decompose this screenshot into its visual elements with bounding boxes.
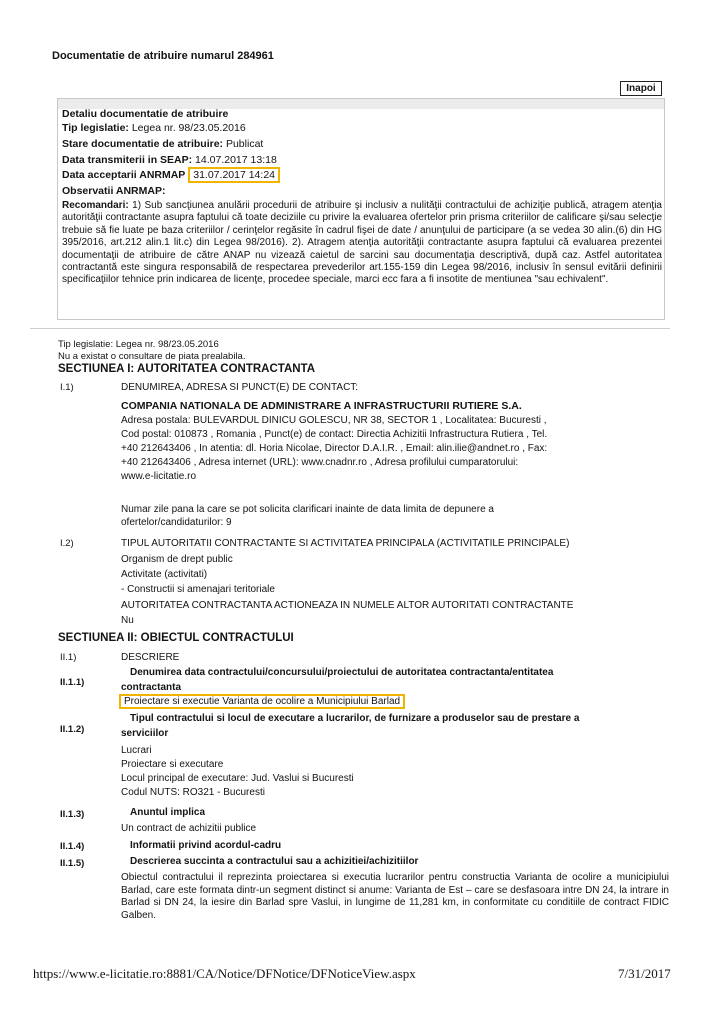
address-line: Cod postal: 010873 , Romania , Punct(e) de contact: Directia Achizitii Infrastructura Rutiera , Tel. xyxy=(121,429,548,440)
section-heading: Denumirea data contractului/concursului/proiectului de autoritatea contractanta/entitatea xyxy=(130,667,554,678)
activitate-label: Activitate (activitati) xyxy=(121,569,208,580)
actioneaza-value: Nu xyxy=(121,615,134,626)
contract-subtype: Proiectare si executare xyxy=(121,759,224,770)
section-heading: Tipul contractului si locul de executare a lucrarilor, de furnizare a produselor sau de prestare a xyxy=(130,713,580,724)
section-number: II.1.2) xyxy=(60,724,85,735)
footer-date: 7/31/2017 xyxy=(618,966,671,981)
execution-place: Locul principal de executare: Jud. Vaslui si Bucuresti xyxy=(121,773,354,784)
section-number: I.1) xyxy=(60,382,74,393)
contract-name-highlight: Proiectare si executie Varianta de ocolire a Municipiului Barlad xyxy=(119,696,405,707)
section-heading: TIPUL AUTORITATII CONTRACTANTE SI ACTIVITATEA PRINCIPALA (ACTIVITATILE PRINCIPALE) xyxy=(121,538,570,549)
divider xyxy=(30,328,670,329)
section-number: II.1.4) xyxy=(60,841,85,852)
section-number: I.2) xyxy=(60,538,74,549)
tip-legislatie-line: Tip legislatie: Legea nr. 98/23.05.2016 xyxy=(58,339,219,350)
section-heading: Anuntul implica xyxy=(130,807,205,818)
clarificari-line: Numar zile pana la care se pot solicita clarificari inainte de data limita de depunere a xyxy=(121,504,494,515)
address-line: +40 212643406 , In atentia: dl. Horia Nicolae, Director D.A.I.R. , Email: alin.ilie@andnet.ro , Fax: xyxy=(121,443,548,454)
detail-heading: Detaliu documentatie de atribuire xyxy=(62,108,229,120)
section-heading: Descrierea succinta a contractului sau a achizitiei/achizitiilor xyxy=(130,856,419,867)
company-name: COMPANIA NATIONALA DE ADMINISTRARE A INFRASTRUCTURII RUTIERE S.A. xyxy=(121,400,522,412)
section-2-title: SECTIUNEA II: OBIECTUL CONTRACTULUI xyxy=(58,632,294,644)
page-title: Documentatie de atribuire numarul 284961 xyxy=(52,50,274,62)
actioneaza-label: AUTORITATEA CONTRACTANTA ACTIONEAZA IN NUMELE ALTOR AUTORITATI CONTRACTANTE xyxy=(121,600,574,611)
acceptare-row: Data acceptarii ANRMAP 31.07.2017 14:24 xyxy=(62,169,280,181)
description-paragraph: Obiectul contractului il reprezinta proiectarea si executia lucrarilor pentru constructia Varianta de ocolire a municipiului Barlad, care este formata dintr-un segment distinct si anume: Varianta de Est – care se desfasoara intre DN 24, la intrare in Barlad si DN 24, la iesire din Barlad spre Vaslui, in lungime de 11,281 km, in conformitate cu conditiile de contract FIDIC Galben. xyxy=(121,872,669,921)
transmitere-row: Data transmiterii in SEAP: 14.07.2017 13:18 xyxy=(62,154,277,166)
stare-row: Stare documentatie de atribuire: Publicat xyxy=(62,138,264,150)
anunt-value: Un contract de achizitii publice xyxy=(121,823,257,834)
tip-legislatie-row: Tip legislatie: Legea nr. 98/23.05.2016 xyxy=(62,122,246,134)
back-button[interactable]: Inapoi xyxy=(620,81,662,96)
contract-type: Lucrari xyxy=(121,745,152,756)
section-heading: serviciilor xyxy=(121,728,169,739)
nuts-code: Codul NUTS: RO321 - Bucuresti xyxy=(121,787,265,798)
consultare-line: Nu a existat o consultare de piata prealabila. xyxy=(58,351,246,362)
section-1-title: SECTIUNEA I: AUTORITATEA CONTRACTANTA xyxy=(58,363,316,375)
section-heading: Informatii privind acordul-cadru xyxy=(130,840,282,851)
section-heading: DESCRIERE xyxy=(121,652,180,663)
section-number: II.1.3) xyxy=(60,809,85,820)
address-line: Adresa postala: BULEVARDUL DINICU GOLESCU, NR 38, SECTOR 1 , Localitatea: Bucuresti , xyxy=(121,415,547,426)
organism-value: Organism de drept public xyxy=(121,554,233,565)
recomandari-paragraph: Recomandari: 1) Sub sancţiunea anulării procedurii de atribuire şi inclusiv a nulităţii contractului de achiziţie publică, atragem atenţia autorităţii contractante asupra faptului că toate deciziile cu privire la evaluarea ofertelor prin prisma criteriilor de calificare şi/sau selecţie trebuie să fie luate pe baza criteriilor / cerinţelor regăsite în cadrul fişei de date / anunţului de participare (a se vedea 30 alin.(6) din HG 395/2016, art.212 alin.1 lit.c) din Legea 98/2016). 2). Atragem atenţia autorităţii contractante asupra faptului că evaluarea prezentei documentaţii de atribuire de către ANAP nu vizează caietul de sarcini sau documentaţia descriptivă, după caz. Astfel autoritatea contractantă este singura responsabilă de respectarea prevederilor art.155-159 din Legea 98/2016, inclusiv în sensul evitării definirii specificaţiilor tehnice prin indicarea de licenţe, procedee speciale, marci ecc fara a fi insotite de mentiunea "sau echivalent". xyxy=(62,200,662,286)
address-line: +40 212643406 , Adresa internet (URL): www.cnadnr.ro , Adresa profilului cumparatorului: xyxy=(121,457,519,468)
section-number: II.1.5) xyxy=(60,858,85,869)
section-number: II.1) xyxy=(60,652,77,663)
activitate-value: - Constructii si amenajari teritoriale xyxy=(121,584,275,595)
observatii-row: Observatii ANRMAP: xyxy=(62,185,166,197)
section-number: II.1.1) xyxy=(60,677,85,688)
section-heading: contractanta xyxy=(121,682,182,693)
section-heading: DENUMIREA, ADRESA SI PUNCT(E) DE CONTACT: xyxy=(121,382,359,393)
acceptare-date-highlight: 31.07.2017 14:24 xyxy=(188,167,280,183)
address-line: www.e-licitatie.ro xyxy=(121,471,197,482)
clarificari-line: ofertelor/candidaturilor: 9 xyxy=(121,517,232,528)
footer-url: https://www.e-licitatie.ro:8881/CA/Notice/DFNotice/DFNoticeView.aspx xyxy=(33,966,416,981)
